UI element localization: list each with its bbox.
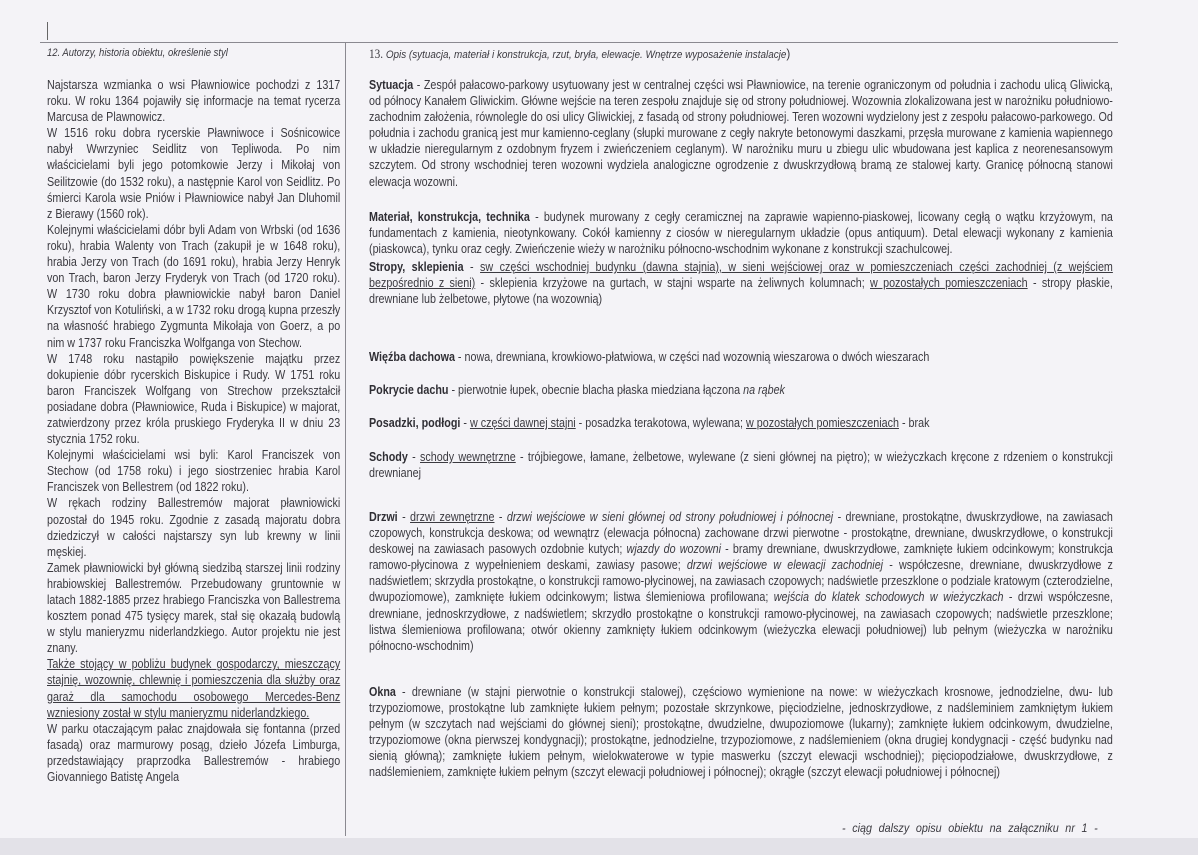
section-heading: Posadzki, podłogi [369,416,461,430]
history-paragraph: W rękach rodziny Ballestremów majorat pławniowicki pozostał do 1945 roku. Zgodnie z zasadą majoratu dobra dziedziczył w całości najstarszy syn lub krewny w linii męskiej. [47,496,341,559]
section-drzwi [369,509,1113,654]
history-paragraph: W parku otaczającym pałac znajdowała się fontanna (przed fasadą) oraz marmurowy posąg, dzieło Józefa Limburga, przedstawiający praprzodka Ballestremów - hrabiego Giovanniego Batistę Angela [47,721,341,785]
section-sytuacja [369,77,1113,190]
text-underline: w pozostałych pomieszczeniach [746,416,899,430]
text-plain: - sklepienia krzyżowe na gurtach, w stajni wsparte na żeliwnych kolumnach; [475,276,871,291]
section-heading: Materiał, konstrukcja, technika [369,210,530,224]
section-heading: Schody [369,450,408,464]
text-plain: - posadzka terakotowa, wylewana; [575,416,747,430]
text-plain: - [494,510,507,524]
section-heading: Okna [369,685,396,699]
section-13-header [369,46,790,62]
text-plain: - pierwotnie łupek, obecnie blacha płaska miedziana łączona [448,383,744,397]
section-heading: Sytuacja [369,78,414,92]
history-column [47,77,340,785]
text-italic: wjazdy do wozowni [626,542,721,557]
history-paragraph-underlined: Także stojący w pobliżu budynek gospodarczy, mieszczący stajnię, wozownię, chlewnię i pomieszczenia dla służby oraz garaż dla samochodu osobowego Mercedes-Benz wzniesiony został w stylu manieryzmu niderlandzkiego. [47,657,341,720]
text-plain: - drewniane, prostokątne, dwuskrzydłowe, na zawiasach czopowych, konstrukcja deskowa; od wewnątrz (elewacja północna) zachowane drzwi pierwotne - prostokątne, drewniane, dwuskrzydłowe, o konstrukcji deskowej na zawiasach pasowych ozdobnie kutych; [369,510,1113,557]
top-rule [40,42,1118,43]
text-plain: - brak [898,416,930,430]
section-title-close: ) [786,46,791,61]
text-plain: - budynek murowany z cegły ceramicznej na zaprawie wapienno-piaskowej, licowany cegłą o wątku krzyżowym, na fundamentach z kamienia, nieotynkowany. Cokół kamienny z ciosów w nieregularnym układzie (opus antiquum). Detal elewacji wykonany z kamienia (piaskowca), tynku oraz cegły. Zwieńczenie wieży w narożniku północno-wschodnim wykonane z konstrukcji szachulcowej. [369,210,1113,257]
text-plain: - [463,260,481,274]
continuation-note: - ciąg dalszy opisu obiektu na załączniku nr 1 - [842,821,1098,835]
text-italic: drzwi wejściowe w sieni głównej od strony południowej i północnej [506,510,834,524]
section-material [369,209,1113,257]
section-okna [369,684,1113,781]
column-divider [345,42,346,836]
text-italic: drzwi wejściowe w elewacji zachodniej [686,558,884,573]
text-plain: - współczesne, drewniane, dwuskrzydłowe z nadświetlem; skrzydła prostokątne, o konstrukcji ramowo-płycinowej, na zawiasach czopowych; nadświetle przeszklone o podziale kratowym (czterodzielne, dwupoziomowe), zamknięte łukiem odcinkowym; listwa ślemieniowa profilowana; [369,558,1113,605]
text-plain: - [397,510,411,524]
text-plain: - drewniane (w stajni pierwotnie o konstrukcji stalowej), częściowo wymienione na nowe: w wieżyczkach krosnowe, jednodzielne, dwu- lub trzypoziomowe, prostokątne lub zamknięte łukiem pełnym; pozostałe skrzynkowe, pięciodzielne, jednoskrzydłowe, z nadśleminiem zamkniętym łukiem pełnym (w szczytach nad wejściami do głównej sieni); prostokątne, dwudzielne, dwupoziomowe (lukarny); zamknięte łukiem odcinkowym, dwudzielne, trzypoziomowe (okna pierwszej kondygnacji); prostokątne, jednodzielne, trzypoziomowe, z nadślemieniem (okna drugiej kondygnacji - część budynku nad sienią główną); zamknięte łukiem pełnym, wielokwaterowe w typie maswerku (szczyt elewacji wschodniej); pięciopodziałowe, dwuskrzydłowe, z nadślemieniem, zamknięte łukiem pełnym (szczyt elewacji południowej i północnej); okrągłe (szczyt elewacji południowej i północnej) [369,685,1113,780]
text-plain: - trójbiegowe, łamane, żelbetowe, wylewane (z sieni głównej na piętro); w wieżyczkach kręcone z rdzeniem o konstrukcji drewnianej [369,450,1113,481]
text-plain: - [460,416,470,430]
section-schody [369,449,1113,481]
section-heading: Więźba dachowa [369,350,455,364]
history-paragraph: Najstarsza wzmianka o wsi Pławniowice pochodzi z 1317 roku. W roku 1364 pojawiły się informacje na temat rycerza Marcusa de Plawnowicz. [47,78,341,125]
section-heading: Pokrycie dachu [369,383,449,397]
history-paragraph: W 1748 roku nastąpiło powiększenie majątku przez dokupienie dóbr rycerskich Biskupice i Rudy. W 1751 roku baron Franciszek Wolfgang von Strechow przekształcił posiadane dobra (Pławniowice, Ruda i Biskupice) w majorat, zatwierdzony przez króla pruskiego Fryderyka II w dniu 23 stycznia 1752 roku. [47,351,341,447]
text-underline: w pozostałych pomieszczeniach [870,276,1028,291]
text-underline: w części dawnej stajni [469,416,576,430]
text-plain: - [407,450,421,464]
text-italic: na rąbek [743,383,785,397]
text-plain: - nowa, drewniana, krowkiowo-płatwiowa, w części nad wozownią wieszarowa o dwóch wieszarach [454,350,930,364]
section-pokrycie [369,382,1113,398]
history-paragraph: Kolejnymi właścicielami wsi byli: Karol Franciszek von Stechow (od 1758 roku) i jego siostrzeniec hrabia Karol Franciszek von Bellestrem (od 1822 roku). [47,448,341,495]
history-paragraph: Kolejnymi właścicielami dóbr byli Adam von Wrbski (od 1636 roku), hrabia Walenty von Trach (zakupił je w 1648 roku), hrabia Jerzy von Trach (do 1691 roku), hrabia Jerzy Henryk von Trach, baron Jerzy Fryderyk von Trach (od 1720 roku). W 1730 roku dobra pławniowickie nabył baron Daniel Krzysztof von Kotuliński, a w 1732 roku drogą kupna przeszły na własność hrabiego Zygmunta Mikołaja von Goerz, a po nim w 1737 roku Franciszka Wolfganga von Stechow. [47,222,341,350]
history-paragraph: W 1516 roku dobra rycerskie Pławniwoce i Sośnicowice nabył Wwrzyniec Seidlitz von Tepliwoda. Po nim właścicielami byli jego potomkowie Jerzy i Mikołaj von Seilitzowie (do 1532 roku), a następnie Karol von Seidlitz. Po śmierci Karola wsie Pniów i Pławniowice nabył Jan Dluhomil z Bierawy (1560 rok). [47,126,341,221]
section-posadzki [369,415,1113,431]
section-title: Opis (sytuacja, materiał i konstrukcja, rzut, bryła, elewacje. Wnętrze wyposażenie instalacje [385,49,787,61]
text-plain: - Zespół pałacowo-parkowy usytuowany jest w centralnej części wsi Pławniowice, na terenie ograniczonym od południa i zachodu ulicą Gliwicką, od północy Kanałem Gliwickim. Główne wejście na teren zespołu znajduje się od strony południowej. Wozownia zlokalizowana jest w narożniku południowo-zachodnim założenia, równolegle do osi ulicy Gliwickiej, z fasadą od strony południowej. Teren wozowni wydzielony jest z zespołu pałacowo-parkowego. Od południa i zachodu granicą jest mur kamienno-ceglany (słupki murowane z cegły nakryte betonowymi daszkami, przęsła murowane z kamienia wapiennego w układzie nieregularnym z ozdobnym fryzem i zwieńczeniem ceglanym). W narożniku muru u zbiegu ulic wbudowana jest kaplica z neorenesansowym szczytem. Od strony wschodniej teren wozowni wydziela analogiczne ogrodzenie z dwuskrzydłową bramą ze stalowej karty. Granicę północną stanowi elewacja wozowni. [369,78,1113,189]
section-heading: Stropy, sklepienia [369,260,464,274]
section-12-header: 12. Autorzy, historia obiektu, określenie styl [47,47,228,59]
history-paragraph: Zamek pławniowicki był główną siedzibą starszej linii rodziny hrabiowskiej Ballestremów. Przebudowany gruntownie w latach 1882-1885 przez hrabiego Franciszka von Ballestrema kosztem ponad 475 tysięcy marek, stał się okazałą budowlą w stylu manieryzmu niderlandzkiego. Autor projektu nie jest znany. [47,560,341,656]
scan-bottom-edge [0,838,1198,855]
section-heading: Drzwi [369,510,398,524]
section-number: 13. [369,47,384,61]
text-italic: wejścia do klatek schodowych w wieżyczkach [773,590,1004,605]
text-plain: - bramy drewniane, dwuskrzydłowe, zamknięte łukiem odcinkowym; konstrukcja ramowo-płycinowa z wypełnieniem deskami, zawiasy pasowe; [369,542,1113,573]
margin-mark [47,22,48,40]
text-underline: sw części wschodniej budynku (dawna stajnia), w sieni wejściowej oraz w pomieszczeniach części zachodniej (z wejściem bezpośrednio z sieni) [369,260,1113,291]
text-underline: drzwi zewnętrzne [410,510,495,524]
section-wiezba [369,349,1113,365]
text-plain: - stropy płaskie, drewniane lub żelbetowe, płytowe (na wozownią) [369,276,1113,307]
text-underline: schody wewnętrzne [420,450,516,464]
text-plain: - drzwi współczesne, drewniane, jednoskrzydłowe, z nadświetlem; skrzydło prostokątne o konstrukcji ramowo-płycinowej, na zawiasach czopowych; nadświetle przeszklone; listwa ślemieniowa profilowana; otwór okienny zamknięty łukiem odcinkowym (wieżyczka elewacji południowej) lub pełnym (wieżyczka w narożniku północno-wschodnim) [369,590,1113,653]
section-stropy [369,259,1113,307]
